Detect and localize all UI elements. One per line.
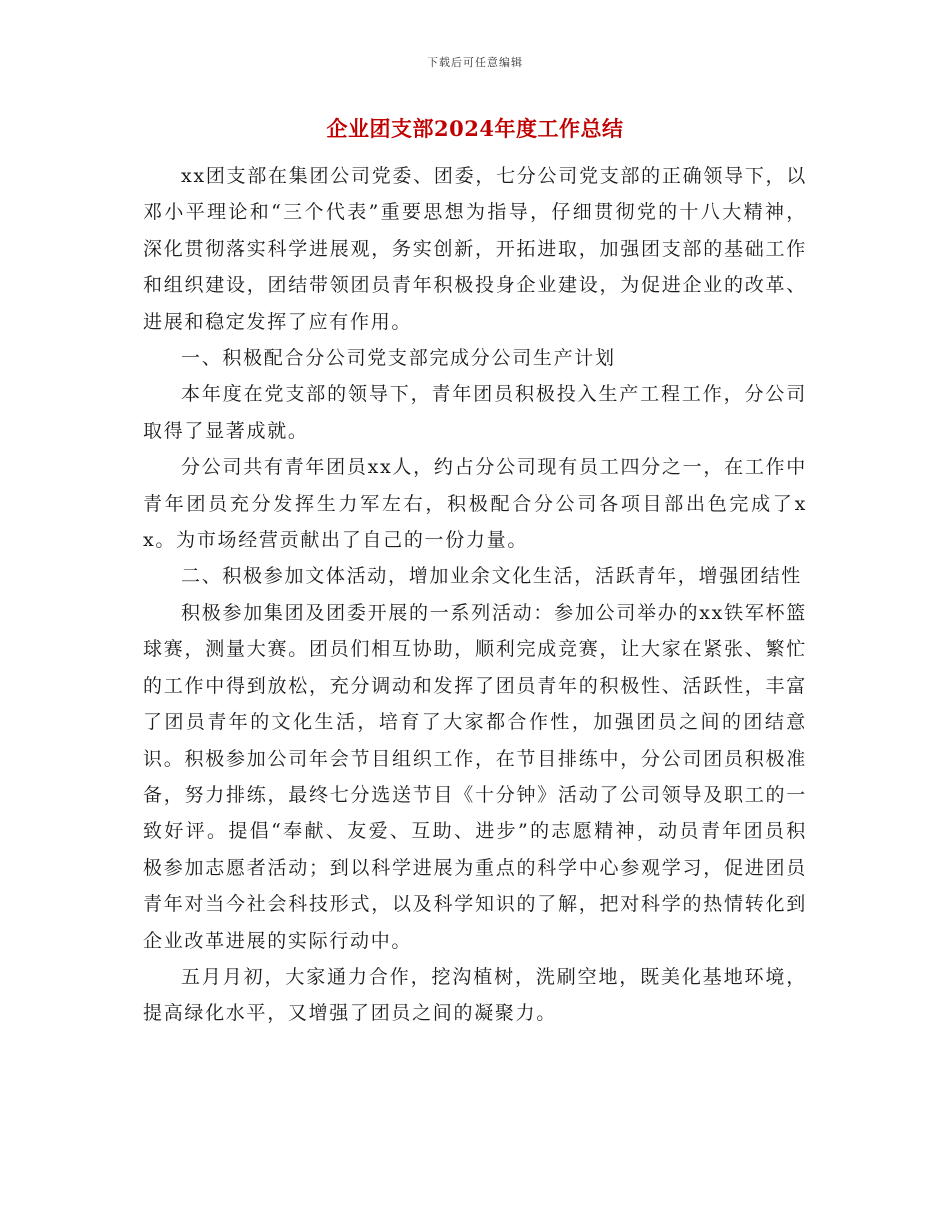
document-body [143, 158, 807, 1032]
paragraph-tree-planting: 五月月初，大家通力合作，挖沟植树，洗刷空地，既美化基地环境，提高绿化水平，又增强了团员之间的凝聚力。 [143, 965, 807, 1025]
paragraph-production: 本年度在党支部的领导下，青年团员积极投入生产工程工作，分公司取得了显著成就。 [143, 383, 807, 442]
paragraph-members: 分公司共有青年团员xx人，约占分公司现有员工四分之一，在工作中青年团员充分发挥生力军左右，积极配合分公司各项目部出色完成了xx。为市场经营贡献出了自己的一份力量。 [143, 456, 807, 552]
header-note: 下载后可任意编辑 [427, 56, 523, 69]
paragraph-intro: xx团支部在集团公司党委、团委，七分公司党支部的正确领导下，以邓小平理论和“三个代表”重要思想为指导，仔细贯彻党的十八大精神，深化贯彻落实科学进展观，务实创新，开拓进取，加强团支部的基础工作和组织建设，团结带领团员青年积极投身企业建设，为促进企业的改革、进展和稳定发挥了应有作用。 [143, 165, 807, 333]
section-heading-1: 一、积极配合分公司党支部完成分公司生产计划 [181, 347, 616, 370]
paragraph-activities: 积极参加集团及团委开展的一系列活动：参加公司举办的xx铁军杯篮球赛，测量大赛。团员们相互协助，顺利完成竞赛，让大家在紧张、繁忙的工作中得到放松，充分调动和发挥了团员青年的积极性、活跃性，丰富了团员青年的文化生活，培育了大家都合作性，加强团员之间的团结意识。积极参加公司年会节目组织工作，在节目排练中，分公司团员积极准备，努力排练，最终七分选送节目《十分钟》活动了公司领导及职工的一致好评。提倡“奉献、友爱、互助、进步”的志愿精神，动员青年团员积极参加志愿者活动；到以科学进展为重点的科学中心参观学习，促进团员青年对当今社会科技形式，以及科学知识的了解，把对科学的热情转化到企业改革进展的实际行动中。 [143, 601, 807, 952]
document-title: 企业团支部2024年度工作总结 [326, 116, 624, 141]
section-heading-2: 二、积极参加文体活动，增加业余文化生活，活跃青年，增强团结性 [181, 565, 803, 588]
